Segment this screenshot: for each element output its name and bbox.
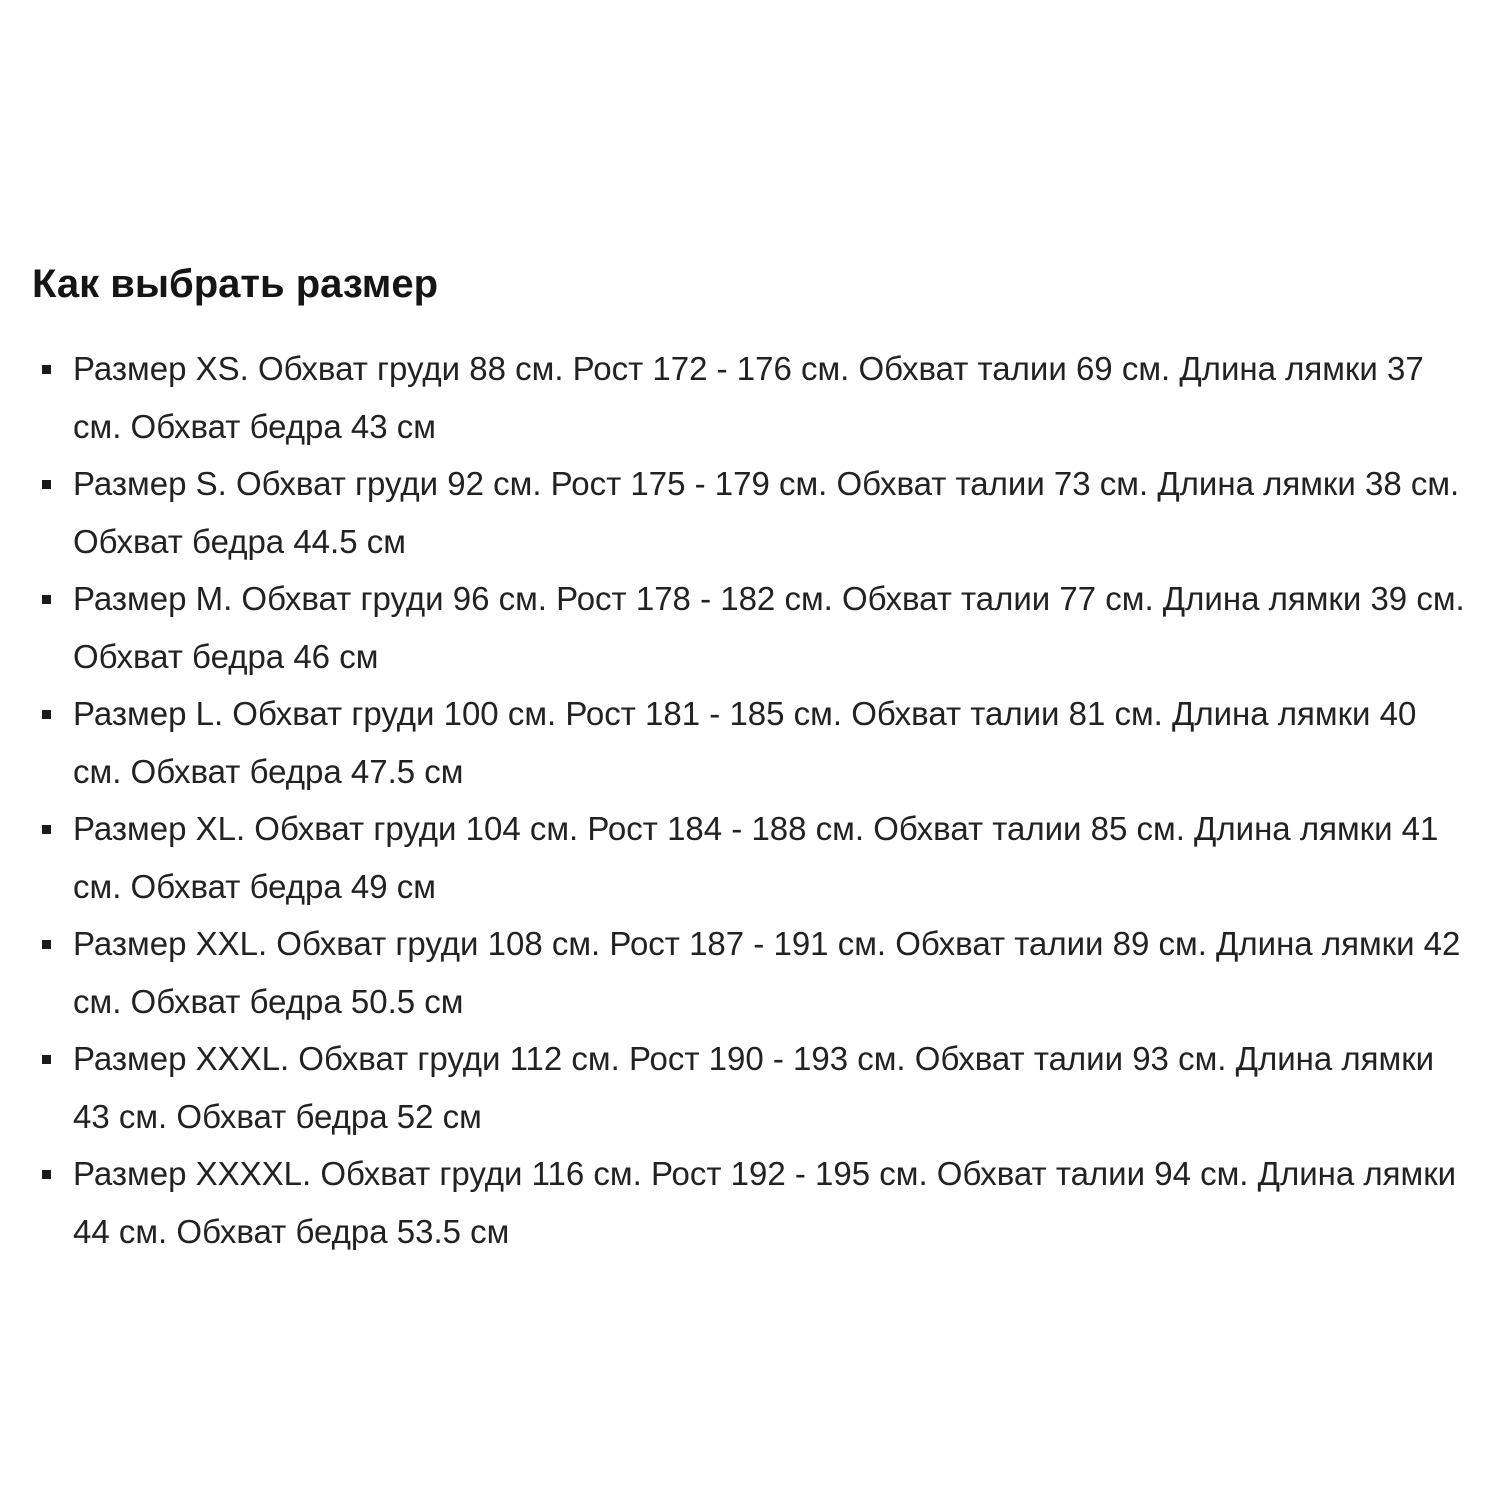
bullet-icon	[42, 1055, 51, 1064]
list-item-size-xl	[32, 800, 1472, 915]
size-list	[32, 340, 1472, 1260]
size-description: Размер XS. Обхват груди 88 см. Рост 172 - 176 см. Обхват талии 69 см. Длина лямки 37 см. Обхват бедра 43 см	[73, 350, 1424, 445]
bullet-icon	[42, 595, 51, 604]
list-item-size-xs	[32, 340, 1472, 455]
list-item-size-xxxl	[32, 1030, 1472, 1145]
size-guide	[32, 258, 1472, 1260]
bullet-icon	[42, 710, 51, 719]
size-description: Размер M. Обхват груди 96 см. Рост 178 - 182 см. Обхват талии 77 см. Длина лямки 39 см. Обхват бедра 46 см	[73, 580, 1465, 675]
bullet-icon	[42, 480, 51, 489]
size-description: Размер L. Обхват груди 100 см. Рост 181 - 185 см. Обхват талии 81 см. Длина лямки 40 см. Обхват бедра 47.5 см	[73, 695, 1417, 790]
bullet-icon	[42, 365, 51, 374]
bullet-icon	[42, 940, 51, 949]
size-description: Размер XXL. Обхват груди 108 см. Рост 187 - 191 см. Обхват талии 89 см. Длина лямки 42 см. Обхват бедра 50.5 см	[73, 925, 1461, 1020]
bullet-icon	[42, 1170, 51, 1179]
size-description: Размер XXXXL. Обхват груди 116 см. Рост 192 - 195 см. Обхват талии 94 см. Длина лямки 44 см. Обхват бедра 53.5 см	[73, 1155, 1457, 1250]
bullet-icon	[42, 825, 51, 834]
list-item-size-xxxxl	[32, 1145, 1472, 1260]
list-item-size-m	[32, 570, 1472, 685]
list-item-size-xxl	[32, 915, 1472, 1030]
list-item-size-s	[32, 455, 1472, 570]
page-title: Как выбрать размер	[32, 262, 439, 306]
size-description: Размер S. Обхват груди 92 см. Рост 175 - 179 см. Обхват талии 73 см. Длина лямки 38 см. Обхват бедра 44.5 см	[73, 465, 1460, 560]
size-description: Размер XL. Обхват груди 104 см. Рост 184 - 188 см. Обхват талии 85 см. Длина лямки 41 см. Обхват бедра 49 см	[73, 810, 1439, 905]
size-description: Размер XXXL. Обхват груди 112 см. Рост 190 - 193 см. Обхват талии 93 см. Длина лямки 43 см. Обхват бедра 52 см	[73, 1040, 1435, 1135]
list-item-size-l	[32, 685, 1472, 800]
